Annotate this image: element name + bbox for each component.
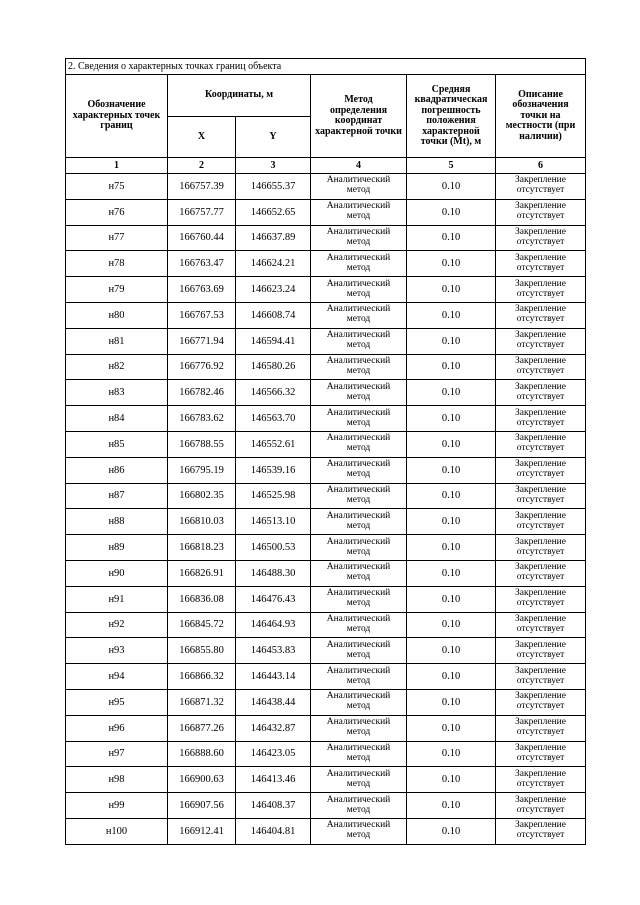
cell-coord-y: 146488.30: [236, 560, 311, 586]
document-sheet: [65, 58, 585, 845]
cell-coord-x: 166782.46: [168, 380, 236, 406]
cell-point-id: н96: [66, 715, 168, 741]
cell-method: Аналитический метод: [311, 328, 407, 354]
cell-point-id: н77: [66, 225, 168, 251]
cell-coord-y: 146500.53: [236, 535, 311, 561]
cell-point-id: н90: [66, 560, 168, 586]
cell-description: Закрепление отсутствует: [496, 302, 586, 328]
cell-coord-x: 166845.72: [168, 612, 236, 638]
column-number-row: [66, 158, 586, 174]
cell-method: Аналитический метод: [311, 406, 407, 432]
cell-description: Закрепление отсутствует: [496, 457, 586, 483]
cell-point-id: н79: [66, 277, 168, 303]
cell-method: Аналитический метод: [311, 767, 407, 793]
table-row: [66, 767, 586, 793]
cell-point-id: н85: [66, 431, 168, 457]
cell-method: Аналитический метод: [311, 354, 407, 380]
cell-coord-x: 166836.08: [168, 586, 236, 612]
cell-coord-x: 166877.26: [168, 715, 236, 741]
table-row: [66, 277, 586, 303]
cell-description: Закрепление отсутствует: [496, 406, 586, 432]
cell-coord-y: 146594.41: [236, 328, 311, 354]
table-row: [66, 328, 586, 354]
cell-method: Аналитический метод: [311, 612, 407, 638]
cell-method: Аналитический метод: [311, 199, 407, 225]
header-error: Средняя квадратическая погрешность положения характерной точки (Mt), м: [407, 75, 496, 158]
table-row: [66, 689, 586, 715]
cell-coord-x: 166783.62: [168, 406, 236, 432]
cell-method: Аналитический метод: [311, 277, 407, 303]
cell-coord-x: 166818.23: [168, 535, 236, 561]
column-number: 4: [311, 158, 407, 174]
cell-description: Закрепление отсутствует: [496, 328, 586, 354]
cell-coord-y: 146513.10: [236, 509, 311, 535]
cell-error: 0.10: [407, 457, 496, 483]
cell-point-id: н97: [66, 741, 168, 767]
cell-error: 0.10: [407, 560, 496, 586]
cell-error: 0.10: [407, 586, 496, 612]
table-row: [66, 483, 586, 509]
cell-description: Закрепление отсутствует: [496, 767, 586, 793]
cell-coord-x: 166767.53: [168, 302, 236, 328]
title-row: [66, 59, 586, 75]
cell-coord-y: 146476.43: [236, 586, 311, 612]
cell-method: Аналитический метод: [311, 793, 407, 819]
cell-coord-x: 166855.80: [168, 638, 236, 664]
table-row: [66, 174, 586, 200]
section-title: 2. Сведения о характерных точках границ объекта: [66, 59, 586, 75]
column-number: 2: [168, 158, 236, 174]
header-designation: Обозначение характерных точек границ: [66, 75, 168, 158]
table-row: [66, 225, 586, 251]
cell-coord-x: 166757.77: [168, 199, 236, 225]
header-x: X: [168, 117, 236, 158]
cell-error: 0.10: [407, 741, 496, 767]
cell-coord-x: 166900.63: [168, 767, 236, 793]
cell-description: Закрепление отсутствует: [496, 715, 586, 741]
cell-method: Аналитический метод: [311, 174, 407, 200]
cell-coord-y: 146432.87: [236, 715, 311, 741]
cell-coord-x: 166826.91: [168, 560, 236, 586]
cell-description: Закрепление отсутствует: [496, 638, 586, 664]
boundary-points-table: [65, 58, 586, 845]
cell-coord-x: 166760.44: [168, 225, 236, 251]
cell-error: 0.10: [407, 664, 496, 690]
cell-point-id: н75: [66, 174, 168, 200]
cell-coord-x: 166776.92: [168, 354, 236, 380]
cell-error: 0.10: [407, 715, 496, 741]
header-row: [66, 75, 586, 117]
cell-error: 0.10: [407, 225, 496, 251]
cell-method: Аналитический метод: [311, 431, 407, 457]
cell-coord-y: 146443.14: [236, 664, 311, 690]
cell-coord-x: 166810.03: [168, 509, 236, 535]
cell-coord-x: 166771.94: [168, 328, 236, 354]
header-coordinates: Координаты, м: [168, 75, 311, 117]
cell-error: 0.10: [407, 638, 496, 664]
cell-point-id: н76: [66, 199, 168, 225]
table-row: [66, 354, 586, 380]
cell-coord-y: 146453.83: [236, 638, 311, 664]
cell-coord-y: 146552.61: [236, 431, 311, 457]
cell-method: Аналитический метод: [311, 509, 407, 535]
cell-coord-x: 166866.32: [168, 664, 236, 690]
cell-description: Закрепление отсутствует: [496, 174, 586, 200]
header-y: Y: [236, 117, 311, 158]
cell-point-id: н80: [66, 302, 168, 328]
cell-error: 0.10: [407, 354, 496, 380]
cell-point-id: н83: [66, 380, 168, 406]
cell-coord-x: 166788.55: [168, 431, 236, 457]
cell-description: Закрепление отсутствует: [496, 741, 586, 767]
cell-description: Закрепление отсутствует: [496, 225, 586, 251]
cell-point-id: н82: [66, 354, 168, 380]
cell-coord-y: 146464.93: [236, 612, 311, 638]
cell-method: Аналитический метод: [311, 225, 407, 251]
table-row: [66, 406, 586, 432]
cell-error: 0.10: [407, 380, 496, 406]
cell-point-id: н93: [66, 638, 168, 664]
table-row: [66, 638, 586, 664]
cell-description: Закрепление отсутствует: [496, 354, 586, 380]
cell-coord-y: 146623.24: [236, 277, 311, 303]
cell-method: Аналитический метод: [311, 560, 407, 586]
cell-point-id: н87: [66, 483, 168, 509]
cell-method: Аналитический метод: [311, 535, 407, 561]
cell-coord-y: 146413.46: [236, 767, 311, 793]
table-row: [66, 818, 586, 844]
cell-error: 0.10: [407, 251, 496, 277]
cell-coord-x: 166763.69: [168, 277, 236, 303]
cell-description: Закрепление отсутствует: [496, 251, 586, 277]
cell-coord-y: 146566.32: [236, 380, 311, 406]
cell-point-id: н91: [66, 586, 168, 612]
cell-coord-x: 166795.19: [168, 457, 236, 483]
cell-coord-y: 146652.65: [236, 199, 311, 225]
cell-point-id: н92: [66, 612, 168, 638]
cell-description: Закрепление отсутствует: [496, 535, 586, 561]
cell-coord-y: 146608.74: [236, 302, 311, 328]
table-row: [66, 741, 586, 767]
cell-error: 0.10: [407, 431, 496, 457]
cell-method: Аналитический метод: [311, 302, 407, 328]
table-row: [66, 715, 586, 741]
cell-method: Аналитический метод: [311, 689, 407, 715]
table-row: [66, 535, 586, 561]
cell-error: 0.10: [407, 406, 496, 432]
table-row: [66, 664, 586, 690]
cell-coord-y: 146539.16: [236, 457, 311, 483]
cell-method: Аналитический метод: [311, 664, 407, 690]
cell-description: Закрепление отсутствует: [496, 586, 586, 612]
cell-coord-y: 146580.26: [236, 354, 311, 380]
table-row: [66, 302, 586, 328]
cell-point-id: н89: [66, 535, 168, 561]
table-row: [66, 560, 586, 586]
table-row: [66, 457, 586, 483]
cell-error: 0.10: [407, 818, 496, 844]
table-row: [66, 431, 586, 457]
cell-description: Закрепление отсутствует: [496, 793, 586, 819]
cell-coord-x: 166888.60: [168, 741, 236, 767]
cell-error: 0.10: [407, 509, 496, 535]
cell-coord-y: 146438.44: [236, 689, 311, 715]
cell-coord-y: 146423.05: [236, 741, 311, 767]
header-description: Описание обозначения точки на местности (при наличии): [496, 75, 586, 158]
table-row: [66, 612, 586, 638]
table-body: [66, 174, 586, 845]
cell-description: Закрепление отсутствует: [496, 560, 586, 586]
cell-coord-y: 146563.70: [236, 406, 311, 432]
column-number: 5: [407, 158, 496, 174]
cell-method: Аналитический метод: [311, 715, 407, 741]
cell-error: 0.10: [407, 793, 496, 819]
cell-method: Аналитический метод: [311, 251, 407, 277]
cell-description: Закрепление отсутствует: [496, 818, 586, 844]
table-row: [66, 380, 586, 406]
cell-error: 0.10: [407, 199, 496, 225]
cell-error: 0.10: [407, 612, 496, 638]
cell-error: 0.10: [407, 277, 496, 303]
table-row: [66, 793, 586, 819]
cell-coord-x: 166802.35: [168, 483, 236, 509]
column-number: 3: [236, 158, 311, 174]
cell-coord-y: 146525.98: [236, 483, 311, 509]
cell-coord-x: 166757.39: [168, 174, 236, 200]
cell-coord-x: 166763.47: [168, 251, 236, 277]
table-row: [66, 251, 586, 277]
cell-description: Закрепление отсутствует: [496, 199, 586, 225]
cell-coord-y: 146624.21: [236, 251, 311, 277]
cell-coord-x: 166907.56: [168, 793, 236, 819]
cell-description: Закрепление отсутствует: [496, 664, 586, 690]
cell-method: Аналитический метод: [311, 380, 407, 406]
cell-coord-x: 166871.32: [168, 689, 236, 715]
cell-description: Закрепление отсутствует: [496, 509, 586, 535]
cell-point-id: н100: [66, 818, 168, 844]
cell-error: 0.10: [407, 767, 496, 793]
table-row: [66, 586, 586, 612]
cell-description: Закрепление отсутствует: [496, 612, 586, 638]
cell-error: 0.10: [407, 689, 496, 715]
cell-method: Аналитический метод: [311, 483, 407, 509]
cell-coord-y: 146637.89: [236, 225, 311, 251]
table-row: [66, 509, 586, 535]
cell-coord-y: 146408.37: [236, 793, 311, 819]
cell-point-id: н94: [66, 664, 168, 690]
cell-point-id: н86: [66, 457, 168, 483]
cell-coord-y: 146404.81: [236, 818, 311, 844]
cell-coord-x: 166912.41: [168, 818, 236, 844]
cell-error: 0.10: [407, 483, 496, 509]
cell-point-id: н88: [66, 509, 168, 535]
cell-description: Закрепление отсутствует: [496, 431, 586, 457]
cell-point-id: н81: [66, 328, 168, 354]
cell-error: 0.10: [407, 302, 496, 328]
cell-coord-y: 146655.37: [236, 174, 311, 200]
cell-point-id: н78: [66, 251, 168, 277]
cell-error: 0.10: [407, 535, 496, 561]
cell-description: Закрепление отсутствует: [496, 483, 586, 509]
cell-method: Аналитический метод: [311, 457, 407, 483]
cell-description: Закрепление отсутствует: [496, 380, 586, 406]
header-method: Метод определения координат характерной точки: [311, 75, 407, 158]
cell-method: Аналитический метод: [311, 741, 407, 767]
cell-error: 0.10: [407, 328, 496, 354]
cell-method: Аналитический метод: [311, 638, 407, 664]
cell-point-id: н99: [66, 793, 168, 819]
cell-method: Аналитический метод: [311, 818, 407, 844]
cell-point-id: н95: [66, 689, 168, 715]
table-row: [66, 199, 586, 225]
cell-method: Аналитический метод: [311, 586, 407, 612]
column-number: 1: [66, 158, 168, 174]
column-number: 6: [496, 158, 586, 174]
cell-point-id: н84: [66, 406, 168, 432]
cell-description: Закрепление отсутствует: [496, 277, 586, 303]
cell-point-id: н98: [66, 767, 168, 793]
cell-error: 0.10: [407, 174, 496, 200]
cell-description: Закрепление отсутствует: [496, 689, 586, 715]
